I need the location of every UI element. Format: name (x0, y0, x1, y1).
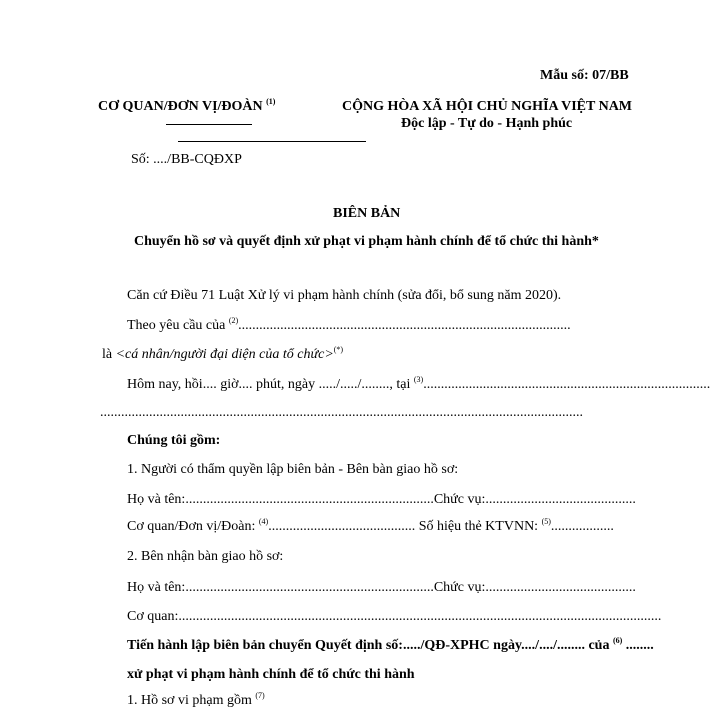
time-place-dots: .................................................................................. (423, 377, 710, 392)
proceed-footnote-ref: (6) (612, 636, 623, 645)
section-2-name-line: Họ và tên:.......................................................................Chức vụ:........................................... (127, 580, 636, 595)
representative-line (102, 346, 343, 364)
agency-footnote-ref: (1) (266, 97, 276, 106)
document-number: Số: ..../BB-CQĐXP (131, 152, 242, 167)
form-code: Mẫu số: 07/BB (540, 68, 629, 83)
proceed-line (127, 637, 654, 655)
representative-footnote-ref: (*) (333, 345, 344, 354)
section-1-heading: 1. Người có thẩm quyền lập biên bản - Bên bàn giao hồ sơ: (127, 462, 459, 477)
nation-title: CỘNG HÒA XÃ HỘI CHỦ NGHĨA VIỆT NAM (342, 99, 633, 114)
section-2-heading: 2. Bên nhận bàn giao hồ sơ: (127, 549, 284, 564)
card-dots: .................. (550, 519, 614, 534)
cut-off-text: 1. Hồ sơ vi phạm gồm (127, 693, 252, 708)
section-1-name-line: Họ và tên:.......................................................................Chức vụ:........................................... (127, 492, 636, 507)
legal-basis: Căn cứ Điều 71 Luật Xử lý vi phạm hành chính (sửa đổi, bổ sung năm 2020). (127, 288, 562, 303)
continuation-dots: .......................................................................................................................................... (100, 405, 583, 420)
proceed-text: Tiến hành lập biên bản chuyển Quyết định số:...../QĐ-XPHC ngày..../..../........ của (127, 638, 610, 653)
motto-underline (178, 141, 366, 142)
time-place-text: Hôm nay, hồi.... giờ.... phút, ngày ...../...../........, tại (127, 377, 411, 392)
la-prefix: là (102, 347, 113, 362)
document-subtitle: Chuyển hồ sơ và quyết định xử phạt vi phạm hành chính để tổ chức thi hành* (134, 234, 599, 249)
section-1-agency-line (127, 518, 614, 536)
section-2-agency-line: Cơ quan:.......................................................................................................................................... (127, 609, 662, 624)
cut-off-footnote-ref: (7) (255, 691, 265, 700)
proceed-dots: ........ (625, 638, 654, 653)
document-title: BIÊN BẢN (333, 206, 401, 221)
agency-field-footnote-ref: (4) (258, 517, 269, 526)
request-line (127, 317, 571, 335)
place-footnote-ref: (3) (413, 375, 424, 384)
agency-underline (166, 124, 252, 125)
motto: Độc lập - Tự do - Hạnh phúc (401, 116, 573, 131)
agency-label: CƠ QUAN/ĐƠN VỊ/ĐOÀN (98, 99, 263, 114)
agency-field-label: Cơ quan/Đơn vị/Đoàn: (127, 519, 256, 534)
representative-placeholder: <cá nhân/người đại diện của tổ chức> (115, 347, 334, 362)
time-place-line (127, 376, 710, 394)
request-footnote-ref: (2) (228, 316, 239, 325)
card-footnote-ref: (5) (541, 517, 551, 526)
agency-field-dots: .......................................... Số hiệu thẻ KTVNN: (268, 519, 539, 534)
request-dots: ............................................................................................... (238, 318, 571, 333)
participants-heading: Chúng tôi gồm: (127, 433, 221, 448)
agency-header (98, 98, 275, 116)
proceed-continuation: xử phạt vi phạm hành chính để tổ chức thi hành (127, 667, 415, 682)
request-label: Theo yêu cầu của (127, 318, 226, 333)
cut-off-line (127, 692, 265, 710)
